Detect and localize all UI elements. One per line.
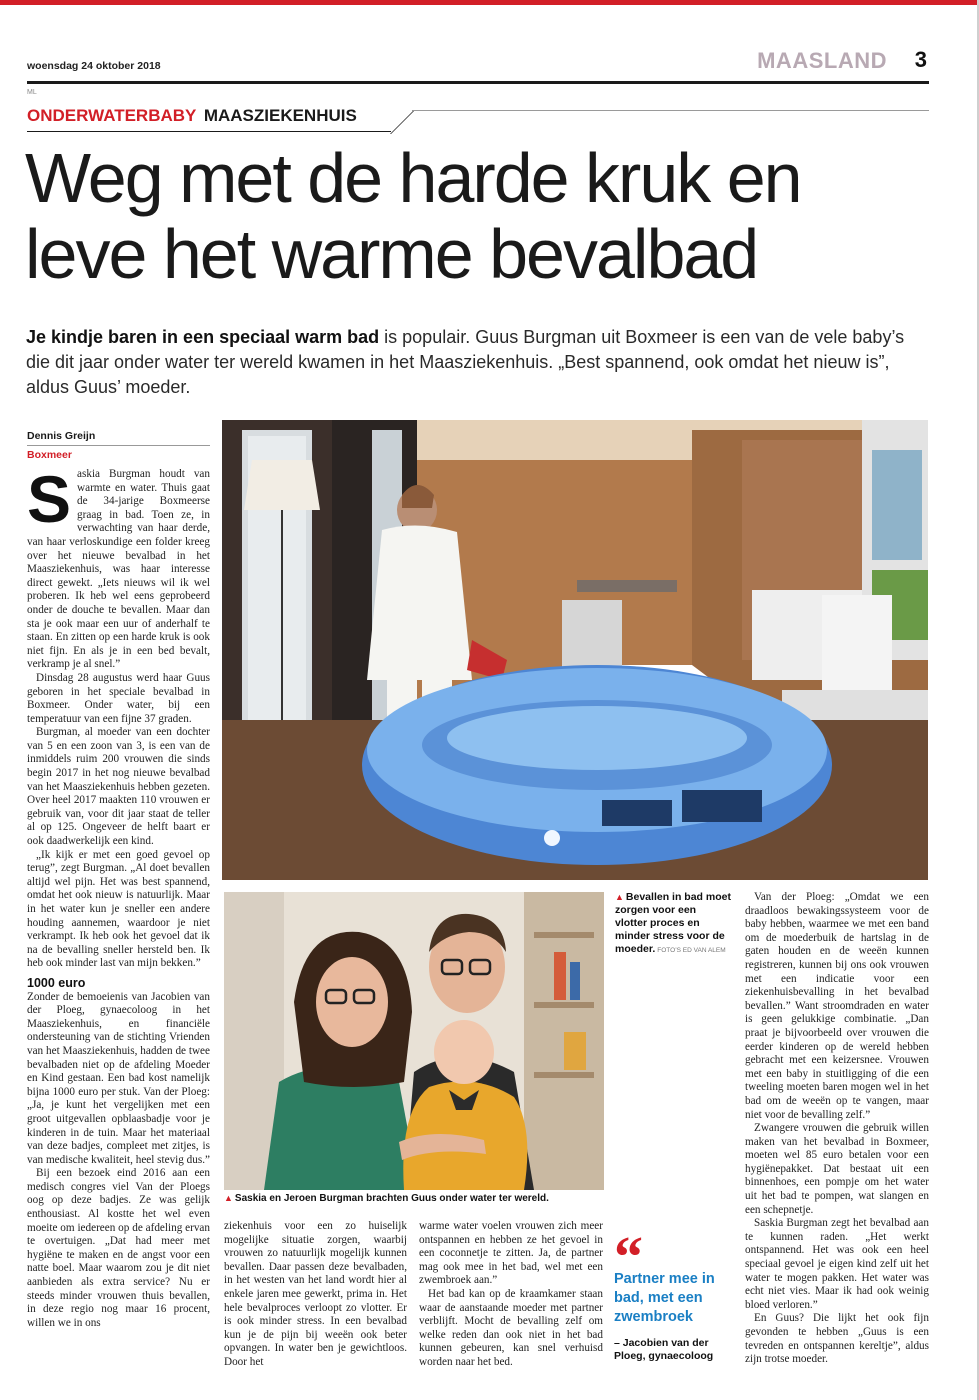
article-kicker (27, 106, 357, 126)
body-column-3 (419, 1220, 603, 1370)
body-column-1 (27, 462, 210, 1330)
article-headline (25, 140, 945, 292)
byline-place: Boxmeer (27, 449, 72, 461)
article-lead (26, 325, 916, 400)
body-paragraph: Van der Ploeg: „Omdat we een draadloos bewakingssysteem voor de baby hebben, waarmee we met een band om de moederbuik de hartslag in de gaten houden en de weeën kunnen registreren, kunnen bij ons ook vrouwen met een indicatie voor een ziekenhuisbevalling in het bevalbad bevallen.” Want stroomdraden en water is geen gelukkige combinatie. „Dan praat je bijvoorbeeld over vrouwen die eerder kinderen op de wereld hebben gebracht met een keizersnee. Vrouwen met een baby in stuitligging of die een tweeling moeten baren mogen wel in het bad om de weeën op te vangen, maar niet voor de bevalling zelf.” (745, 891, 929, 1121)
body-paragraph: En Guus? Die lijkt het ook fijn gevonden te hebben „Guus is een tevreden en ontspannen kereltje”, aldus zijn trotse moeder. (745, 1312, 929, 1366)
quote-attribution: – Jacobien van der Ploeg, gynaecoloog (614, 1337, 714, 1362)
drop-cap: S (27, 462, 72, 536)
body-paragraph: Dinsdag 28 augustus werd haar Guus geboren in het speciale bevalbad in Boxmeer. Onder water, bij een temperatuur van een fijne 37 graden. (27, 671, 210, 725)
photo-burgman-family (224, 892, 604, 1190)
byline-author: Dennis Greijn (27, 430, 210, 446)
body-paragraph: Bij een bezoek eind 2016 aan een medisch congres viel Van der Ploegs oog op deze badjes. Ze was gelijk enthousiast. Al kostte het wel even moeite om iedereen op de afdeling ervan te overtuigen. „Dat had meer met hygiëne te maken en de angst voor een natte boel. Maar waarom zou je dit niet aanbieden als extra service? Nu er steeds minder vrouwen thuis bevallen, in deze regio nog maar 16 procent, willen we in ons (27, 1167, 210, 1329)
top-accent-bar (0, 0, 979, 5)
body-paragraph: Burgman, al moeder van een dochter van 5 en een zoon van 3, is een van de inmiddels ruim 200 vrouwen die sinds begin 2017 in het nog nieuwe bevalbad van het Maasziekenhuis hebben gezeten. Over heel 2017 maakten 110 vrouwen er gebruik van, voor dit jaar staat de teller al op 125. Ongeveer de helft baart er ook daadwerkelijk een kind. (27, 726, 210, 848)
body-paragraph: ziekenhuis voor een zo huiselijk mogelijke situatie zorgen, waarbij vrouwen zo natuurlijk mogelijk kunnen bevallen. Daar passen deze bevalbaden, in het westen van het land wordt hier al enkele jaren mee gewerkt, prima in. Het hele bevalproces verloopt zo vlotter. Er is ook minder stress. In een bevalbad kun je de pijn bij weeën ook beter opvangen. In water ben je gewichtloos. Door het (224, 1220, 407, 1368)
kicker-topic: ONDERWATERBABY (27, 106, 197, 125)
lead-bold: Je kindje baren in een speciaal warm bad (26, 327, 380, 347)
lead-text: is populair. Guus Burgman uit Boxmeer is een van de vele baby’s die dit jaar onder water ter wereld kwamen in het Maasziekenhuis. „Best spannend, ook omdat het nieuw is”, aldus Guus’ moeder. (26, 327, 905, 397)
issue-date: woensdag 24 oktober 2018 (27, 60, 161, 72)
caption-text: Bevallen in bad moet zorgen voor een vlotter proces en minder stress voor de moeder. (615, 891, 731, 955)
caption-triangle-icon: ▲ (615, 892, 624, 902)
kicker-underline (27, 131, 391, 132)
body-column-2 (224, 1220, 407, 1370)
byline (27, 430, 210, 461)
photo-caption-bath (615, 891, 731, 957)
section-name: MAASLAND (757, 48, 887, 73)
body-paragraph: Zwangere vrouwen die gebruik willen maken van het bevalbad in Boxmeer, moeten wel 85 euro betalen voor een hygiënepakket. Dat bestaat uit een binnenhoes, een pompje om het water uit het bad te pompen, wat slangen en een schepnetje. (745, 1122, 929, 1216)
body-paragraph: „Ik kijk er met een goed gevoel op terug”, zegt Burgman. „Al doet bevallen altijd wel pijn. Het was best spannend, omdat het ook nieuw is natuurlijk. Maar in het water kun je sneller een andere houding aannemen, waardoor je niet verkrampt. Ik heb ook het gevoel dat ik na de bevalling sneller hersteld ben. Ik heb ook minder last van mijn bekken.” (27, 848, 210, 970)
kicker-slant-line (390, 110, 415, 134)
body-paragraph: Zonder de bemoeienis van Jacobien van der Ploeg, gynaecoloog in het Maasziekenhuis, en financiële ondersteuning van de stichting Vrienden van het Maasziekenhuis, hadden de twee bevalbaden niet op de afdeling Moeder en Kind gestaan. Een bad kost namelijk bijna 1000 euro per stuk. Van der Ploeg: „Ja, je kunt het vergelijken met een groot uitgevallen opblaasbadje voor je kinderen in de tuin. Maar het materiaal van deze badjes, compleet met zitjes, is van medische kwaliteit, heel stevig dus.” (27, 990, 210, 1166)
quote-mark-icon: “ (614, 1224, 643, 1289)
body-paragraph: warme water voelen vrouwen zich meer ontspannen en hebben ze het gevoel in een coconnetje te zitten. Ja, de partner mag ook mee in het bad, wel met een zwembroek aan.” (419, 1220, 603, 1287)
photo-credit: FOTO’S ED VAN ALEM (657, 947, 726, 954)
headline-line-1: Weg met de harde kruk en (25, 139, 801, 217)
quote-text: Partner mee in bad, met een zwembroek (614, 1271, 715, 1325)
photo-caption-family (224, 1193, 604, 1204)
photo-delivery-room (222, 420, 928, 880)
edition-code: ML (27, 89, 37, 96)
kicker-location: MAASZIEKENHUIS (203, 106, 357, 125)
pull-quote (614, 1224, 732, 1363)
body-paragraph: Het bad kan op de kraamkamer staan waar de aanstaande moeder met partner verblijft. Mocht de bevalling zelf om welke reden dan ook niet in het bad kunnen gebeuren, kan snel verhuisd worden naar het bed. (419, 1287, 603, 1368)
caption-text: Saskia en Jeroen Burgman brachten Guus onder water ter wereld. (234, 1193, 549, 1204)
body-paragraph: askia Burgman houdt van warmte en water. Thuis gaat de 34-jarige Boxmeerse graag in bad. Toen ze, in verwachting van haar derde, van haar verloskundige een folder kreeg over het nieuwe bevalbad in het Maasziekenhuis, was haar interesse direct gewekt. „Iets nieuws wil ik wel proberen. Ik heb wel eens geprobeerd onder de douche te bevallen. Maar dan sta je ook maar een uur of anderhalf te staan. En zitten op een harde kruk is ook niet fijn. En als je in een bed bevalt, verkramp je al snel.” (27, 468, 210, 671)
kicker-rule (412, 110, 929, 111)
caption-triangle-icon: ▲ (224, 1193, 233, 1203)
body-column-4 (745, 891, 929, 1367)
body-paragraph: Saskia Burgman zegt het bevalbad aan te kunnen raden. „Het werkt ontspannend. Het was ook een heel speciaal gevoel je eigen kind zelf uit het water te mogen pakken. Het water was echt niet vies. Maar ik had ook weinig bloed verloren.” (745, 1217, 929, 1311)
page-header (27, 48, 929, 84)
headline-line-2: leve het warme bevalbad (25, 215, 758, 293)
page-number: 3 (914, 47, 927, 72)
subheading: 1000 euro (27, 975, 86, 990)
